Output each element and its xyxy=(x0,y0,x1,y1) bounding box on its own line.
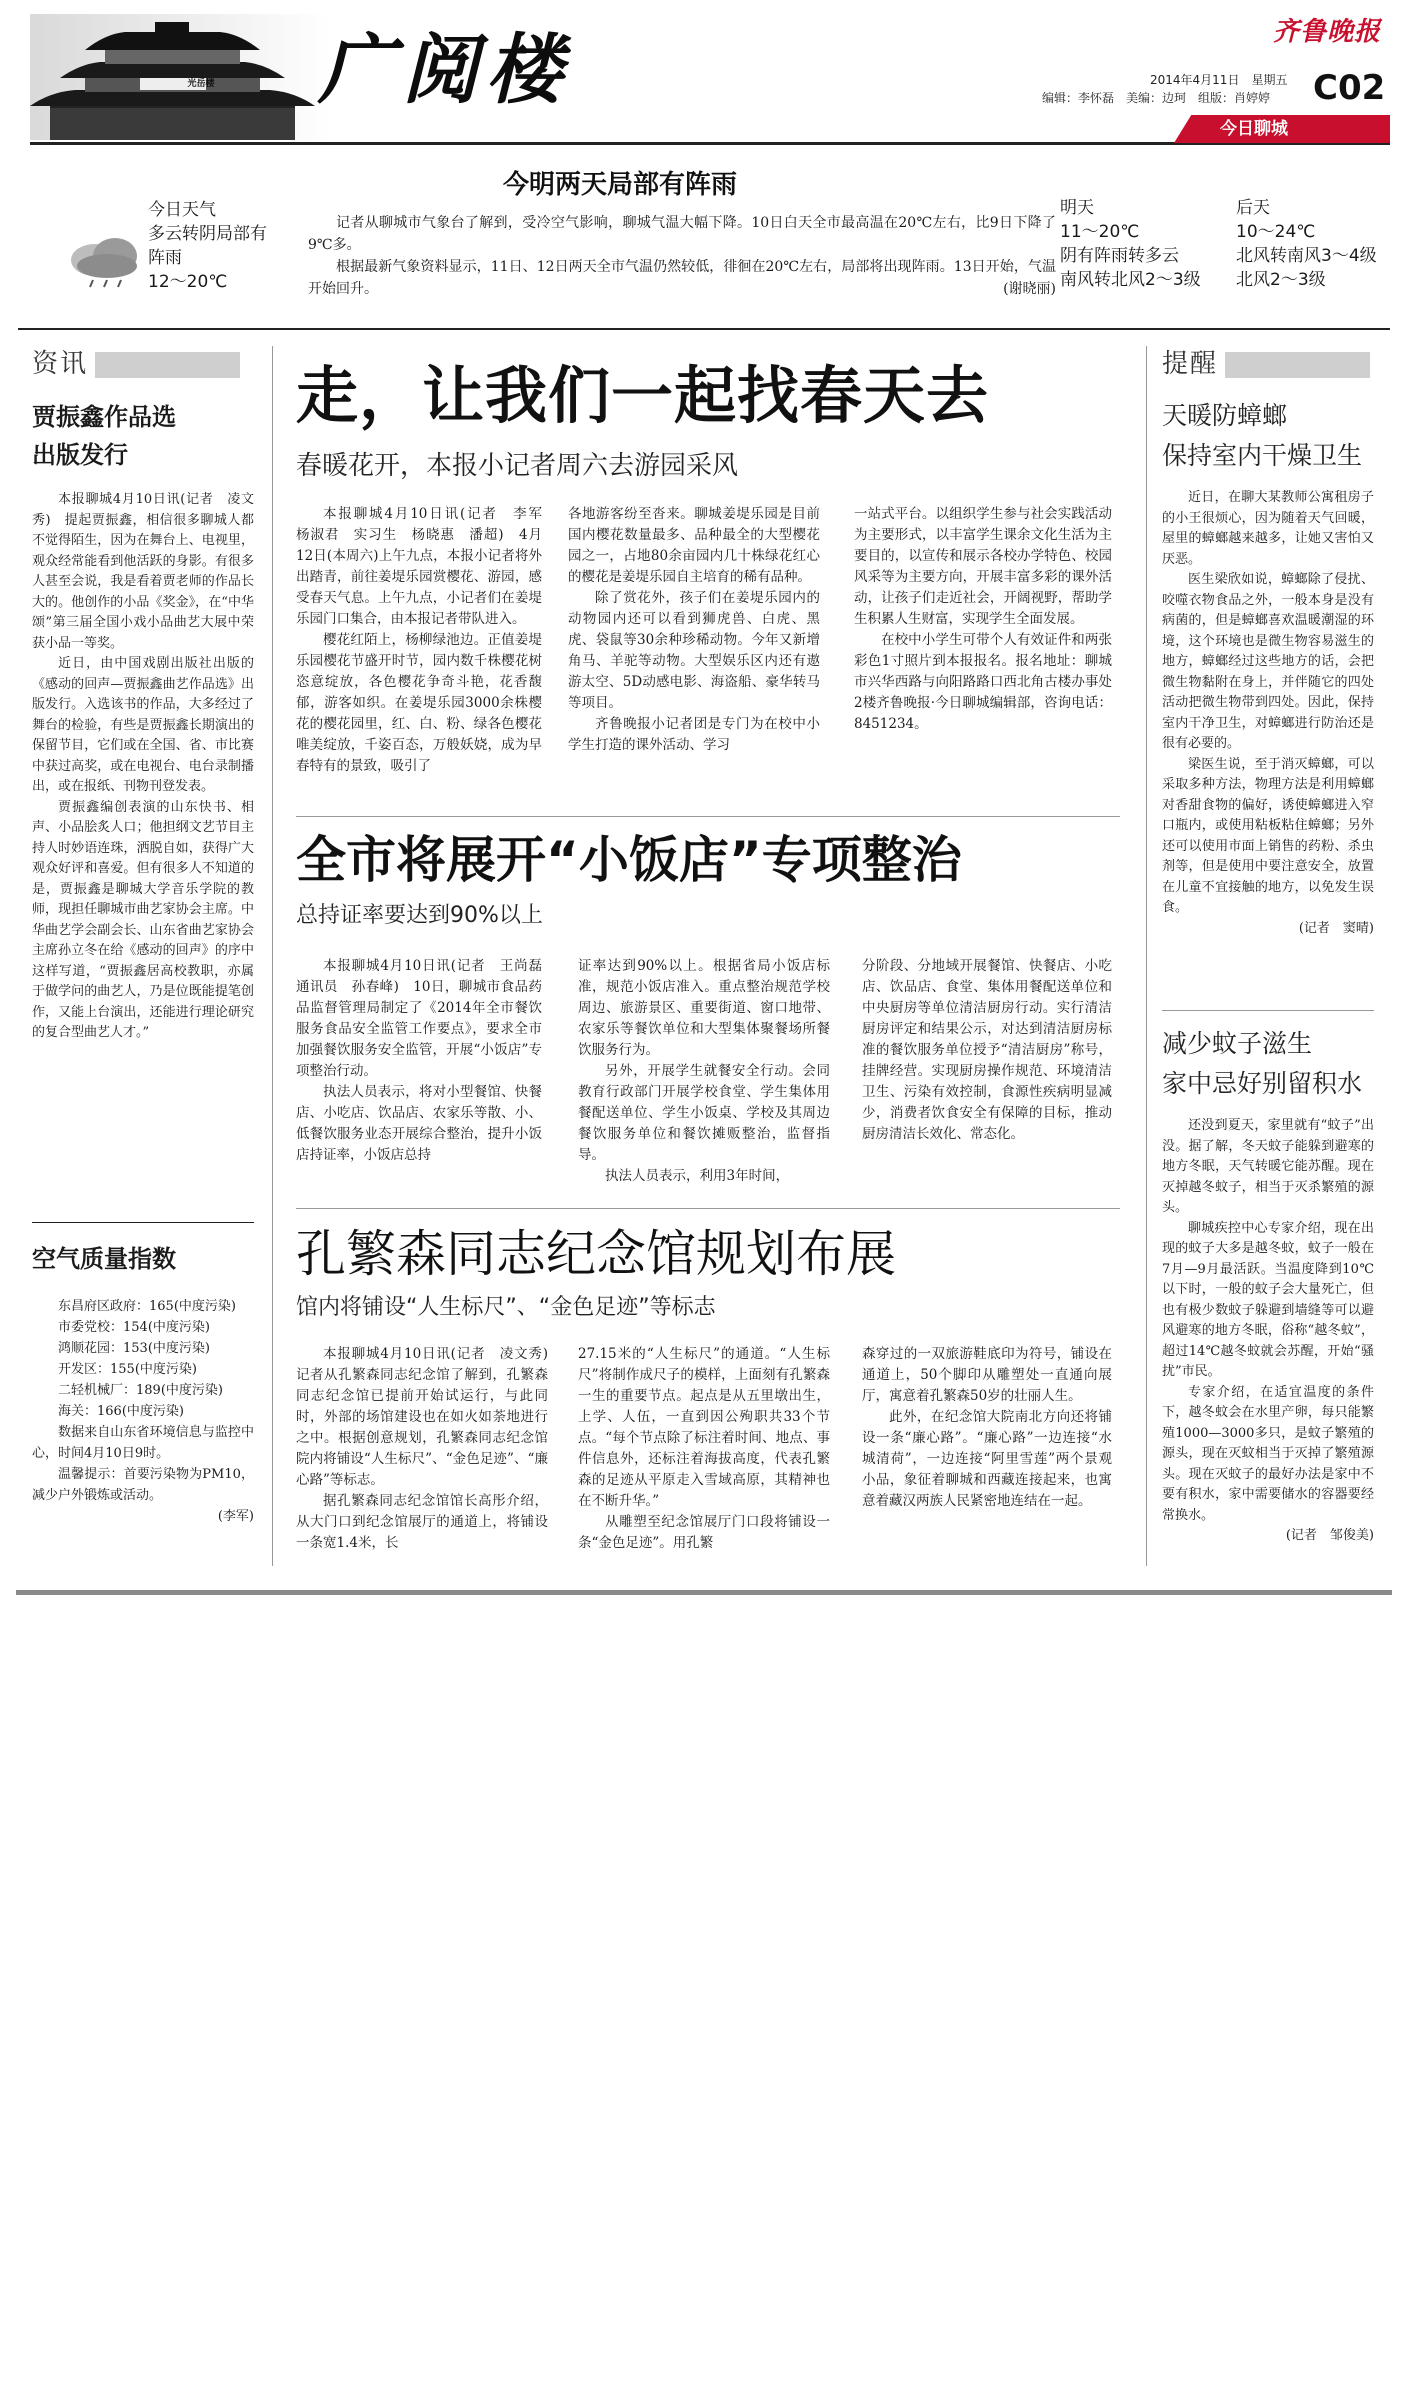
cockroach-para: 医生梁欣如说，蟑螂除了侵扰、咬噬衣物食品之外，一般本身是没有病菌的，但是蟑螂喜欢温暖潮湿的环境，这个环境也是微生物容易滋生的地方，蟑螂经过这些地方的话，会把微生物黏附在身上，并伴随它的四处活动把微生物带到四处。因此，保持室内干净卫生，对蟑螂进行防治还是很有必要的。 xyxy=(1162,572,1374,751)
cockroach-byline: (记者 窦晴) xyxy=(1298,920,1374,936)
air-byline: (李军) xyxy=(217,1509,254,1524)
article2-col1 xyxy=(296,956,556,1166)
air-line-7: 数据来自山东省环境信息与监控中心，时间4月10日9时。 xyxy=(32,1425,254,1461)
article2-subhead: 总持证率要达到90%以上 xyxy=(296,903,543,928)
left-section-label: 资讯 xyxy=(32,346,94,382)
right-section-bar xyxy=(1225,352,1370,378)
air-line-2: 市委党校：154(中度污染) xyxy=(58,1320,210,1335)
air-quality-title: 空气质量指数 xyxy=(32,1245,176,1273)
article1-para: 除了赏花外，孩子们在姜堤乐园内的动物园内还可以看到狮虎兽、白虎、黑虎、袋鼠等30余种珍稀动物。今年又新增角马、羊驼等动物。大型娱乐区内还有遨游太空、5D动感电影、海盗船、豪华转马等项目。 xyxy=(568,590,820,711)
article3-headline: 孔繁森同志纪念馆规划布展 xyxy=(296,1225,896,1283)
book-para-3: 贾振鑫编创表演的山东快书、相声、小品脍炙人口；他担纲文艺节目主持人时妙语连珠，洒脱自如，获得广大观众好评和喜爱。但有很多人不知道的是，贾振鑫是聊城大学音乐学院的教师，现担任聊城市曲艺家协会主席。中华曲艺学会副会长、山东省曲艺家协会主席孙立冬在给《感动的回声》的序中这样写道，“贾振鑫居高校教职，亦属于做学问的曲艺人，乃是位既能提笔创作，又能上台演出，还能进行理论研究的复合型曲艺人才。” xyxy=(32,799,254,1040)
today-label: 今日天气 xyxy=(148,200,216,220)
tomorrow-desc: 阴有阵雨转多云 xyxy=(1060,246,1179,266)
article3-col1 xyxy=(296,1344,562,1554)
book-para-2: 近日，由中国戏剧出版社出版的《感动的回声—贾振鑫曲艺作品选》出版发行。入选该书的作品，大多经过了舞台的检验，有些是贾振鑫长期演出的保留节目，它们或在全国、省、市比赛中获过高奖，或在电视台、电台录制播出，或在报纸、刊物刊登发表。 xyxy=(32,656,254,794)
tower-illustration xyxy=(30,14,330,140)
newspaper-logo: 齐鲁晚报 xyxy=(1273,17,1382,47)
article1-para: 一站式平台。以组织学生参与社会实践活动为主要形式，以丰富学生课余文化生活为主要目的，以宣传和展示各校办学特色、校园风采等为主要方向，开展丰富多彩的课外活动，让孩子们走近社会，开阔视野，帮助学生积累人生财富，实现学生全面发展。 xyxy=(854,506,1112,627)
left-divider xyxy=(32,1222,254,1223)
cockroach-title-2: 保持室内干燥卫生 xyxy=(1162,441,1363,470)
article2-para: 本报聊城4月10日讯(记者 王尚磊 通讯员 孙春峰) 10日，聊城市食品药品监督管理局制定了《2014年全市餐饮服务食品安全监管工作要点》，要求全市加强餐饮服务安全监管，开展“小饭店”专项整治行动。 xyxy=(296,958,556,1079)
right-section-label: 提醒 xyxy=(1162,346,1224,382)
tomorrow-temp: 11～20℃ xyxy=(1060,222,1140,242)
cockroach-para: 近日，在聊大某教师公寓租房子的小王很烦心，因为随着天气回暖，屋里的蟑螂越来越多，让她又害怕又厌恶。 xyxy=(1162,490,1374,567)
air-line-1: 东昌府区政府：165(中度污染) xyxy=(58,1299,236,1314)
section-tag: 今日聊城 xyxy=(1220,119,1288,139)
today-desc: 多云转阴局部有阵雨 xyxy=(148,224,267,268)
dayafter-temp: 10～24℃ xyxy=(1236,222,1316,242)
mosquito-para: 还没到夏天，家里就有“蚊子”出没。据了解，冬天蚊子能躲到避寒的地方冬眠，天气转暖它能苏醒。现在灭掉越冬蚊子，相当于灭杀繁殖的源头。 xyxy=(1162,1118,1374,1215)
book-title-1: 贾振鑫作品选 xyxy=(32,403,176,431)
mosquito-title-1: 减少蚊子滋生 xyxy=(1162,1029,1313,1058)
weather-bottom-rule xyxy=(18,328,1390,330)
article1-col3 xyxy=(854,504,1112,735)
book-para-1: 本报聊城4月10日讯(记者 凌文秀) 提起贾振鑫，相信很多聊城人都不觉得陌生，因为在舞台上、电视里，观众经常能看到他活跃的身影。有很多人甚至会说，我是看着贾老师的作品长大的。他创作的小品《奖金》，在“中华颂”第三届全国小戏小品曲艺大展中荣获小品一等奖。 xyxy=(32,492,254,651)
mosquito-para: 聊城疾控中心专家介绍，现在出现的蚊子大多是越冬蚊，蚊子一般在7月—9月最活跃。当温度降到10℃以下时，一般的蚊子会大量死亡，但也有极少数蚊子躲避到墙缝等可以避风避寒的地方冬眠，俗称“越冬蚊”，超过14℃越冬蚊就会苏醒，开始“骚扰”市民。 xyxy=(1162,1220,1374,1379)
tomorrow-wind: 南风转北风2～3级 xyxy=(1060,270,1201,290)
article3-para: 据孔繁森同志纪念馆馆长高彤介绍，从大门口到纪念馆展厅的通道上，将铺设一条宽1.4米，长 xyxy=(296,1493,548,1551)
article1-divider xyxy=(296,816,1120,817)
dayafter-label: 后天 xyxy=(1236,198,1270,218)
air-line-6: 海关：166(中度污染) xyxy=(58,1404,184,1419)
article2-headline: 全市将展开“小饭店”专项整治 xyxy=(296,831,962,889)
article1-para: 在校中小学生可带个人有效证件和两张彩色1寸照片到本报报名。报名地址：聊城市兴华西路与向阳路路口西北角古楼办事处2楼齐鲁晚报·今日聊城编辑部，咨询电话：8451234。 xyxy=(854,632,1112,732)
article3-para: 此外，在纪念馆大院南北方向还将铺设一条“廉心路”。“廉心路”一边连接“水城清荷”，一边连接“阿里雪莲”两个景观小品，象征着聊城和西藏连接起来，也寓意着藏汉两族人民紧密地连结在一起。 xyxy=(862,1409,1112,1509)
left-section-bar xyxy=(95,352,240,378)
weather-body-1: 记者从聊城市气象台了解到，受冷空气影响，聊城气温大幅下降。10日白天全市最高温在20℃左右，比9日下降了9℃多。 xyxy=(308,215,1056,253)
today-temp: 12～20℃ xyxy=(148,272,228,292)
article3-para: 森穿过的一双旅游鞋底印为符号，铺设在通道上，50个脚印从雕塑处一直通向展厅，寓意着孔繁森50岁的壮丽人生。 xyxy=(862,1346,1112,1404)
article2-para: 分阶段、分地域开展餐馆、快餐店、小吃店、饮品店、食堂、集体用餐配送单位和中央厨房等单位清洁厨房行动。实行清洁厨房评定和结果公示，对达到清洁厨房标准的餐饮服务单位授予“清洁厨房”称号，挂牌经营。实现厨房操作规范、环境清洁卫生、污染有效控制，食源性疾病明显减少，消费者饮食安全有保障的目标，推动厨房清洁长效化、常态化。 xyxy=(862,958,1112,1142)
article3-para: 27.15米的“人生标尺”的通道。“人生标尺”将制作成尺子的模样，上面刻有孔繁森一生的重要节点。起点是从五里墩出生，上学、人伍，一直到因公殉职共33个节点。“每个节点除了标注着时间、地点、事件信息外，还标注着海拔高度，代表孔繁森的足迹从平原走入雪域高原，其精神也在不断升华。” xyxy=(578,1346,830,1509)
cockroach-title-1: 天暖防蟑螂 xyxy=(1162,401,1288,430)
building-plaque: 光岳楼 xyxy=(187,79,215,89)
right-vertical-rule xyxy=(1146,346,1147,1566)
article1-headline: 走，让我们一起找春天去 xyxy=(296,359,990,432)
article3-col2 xyxy=(578,1344,830,1554)
page-bottom-rule xyxy=(16,1590,1392,1595)
dayafter-wind: 北风2～3级 xyxy=(1236,270,1326,290)
article3-para: 本报聊城4月10日讯(记者 凌文秀) 记者从孔繁森同志纪念馆了解到，孔繁森同志纪念馆已提前开始试运行，与此同时，外部的场馆建设也在如火如荼地进行之中。根据创意规划，孔繁森同志纪念馆院内将铺设“人生标尺”、“金色足迹”、“廉心路”等标志。 xyxy=(296,1346,562,1488)
article1-para: 樱花红陌上，杨柳绿池边。正值姜堤乐园樱花节盛开时节，园内数千株樱花树恣意绽放，各色樱花争奇斗艳，花香馥郁，游客如织。在姜堤乐园3000余株樱花的樱花园里，红、白、粉、绿各色樱花唯美绽放，千姿百态，万般妖娆，成为早春特有的景致，吸引了 xyxy=(296,632,542,774)
article1-col2 xyxy=(568,504,820,756)
air-line-3: 鸿顺花园：153(中度污染) xyxy=(58,1341,210,1356)
article2-para: 另外，开展学生就餐安全行动。会同教育行政部门开展学校食堂、学生集体用餐配送单位、学生小饭桌、学校及其周边餐饮服务单位和餐饮摊贩整治，监督指导。 xyxy=(578,1063,830,1163)
air-line-4: 开发区：155(中度污染) xyxy=(58,1362,197,1377)
air-line-8: 温馨提示：首要污染物为PM10，减少户外锻炼或活动。 xyxy=(32,1467,254,1503)
mosquito-para: 专家介绍，在适宜温度的条件下，越冬蚊会在水里产卵，每只能繁殖1000—3000多只，是蚊子繁殖的源头，现在灭蚊相当于灭掉了繁殖源头。现在灭蚊子的最好办法是家中不要有积水，家中需要储水的容器要经常换水。 xyxy=(1162,1384,1374,1523)
column-name: 广阅楼 xyxy=(318,25,570,114)
right-divider xyxy=(1162,1010,1374,1011)
mosquito-body xyxy=(1162,1116,1374,1547)
article3-subhead: 馆内将铺设“人生标尺”、“金色足迹”等标志 xyxy=(296,1295,716,1320)
air-quality-list xyxy=(32,1296,254,1527)
article2-para: 执法人员表示，将对小型餐馆、快餐店、小吃店、饮品店、农家乐等散、小、低餐饮服务业态开展综合整治，提升小饭店持证率，小饭店总持 xyxy=(296,1084,542,1163)
article1-para: 齐鲁晚报小记者团是专门为在校中小学生打造的课外活动、学习 xyxy=(568,716,820,753)
mosquito-byline: (记者 邹俊美) xyxy=(1285,1528,1374,1543)
article1-para: 各地游客纷至沓来。聊城姜堤乐园是目前国内樱花数量最多、品种最全的大型樱花园之一，占地80余亩园内几十株绿花红心的樱花是姜堤乐园自主培育的稀有品种。 xyxy=(568,506,820,585)
article1-para: 本报聊城4月10日讯(记者 李军 杨淑君 实习生 杨晓惠 潘超) 4月12日(本周六)上午九点，本报小记者将外出踏青，前往姜堤乐园赏樱花、游园，感受春天气息。上午九点，小记者们在姜堤乐园门口集合，由本报记者带队进入。 xyxy=(296,506,556,627)
book-title-2: 出版发行 xyxy=(32,441,128,469)
staff-line: 编辑：李怀磊 美编：边珂 组版：肖婷婷 xyxy=(1042,91,1271,105)
dayafter-desc: 北风转南风3～4级 xyxy=(1236,246,1377,266)
article1-col1 xyxy=(296,504,556,777)
weather-headline: 今明两天局部有阵雨 xyxy=(503,170,738,200)
weather-body-2: 根据最新气象资料显示，11日、12日两天全市气温仍然较低，徘徊在20℃左右，局部将出现阵雨。13日开始，气温开始回升。 xyxy=(308,259,1056,297)
book-article-body xyxy=(32,490,254,1044)
article1-subhead: 春暖花开，本报小记者周六去游园采风 xyxy=(296,451,739,481)
article2-para: 证率达到90%以上。根据省局小饭店标准，规范小饭店准入。重点整治规范学校周边、旅游景区、重要街道、窗口地带、农家乐等餐饮单位和大型集体聚餐场所餐饮服务行为。 xyxy=(578,958,830,1058)
masthead xyxy=(30,14,1390,149)
article2-para: 执法人员表示，利用3年时间， xyxy=(605,1168,790,1184)
cloudy-rain-icon xyxy=(63,230,149,290)
cockroach-body xyxy=(1162,488,1374,939)
date-line: 2014年4月11日 星期五 xyxy=(1150,73,1288,87)
article3-para: 从雕塑至纪念馆展厅门口段将铺设一条“金色足迹”。用孔繁 xyxy=(578,1514,830,1551)
article3-col3 xyxy=(862,1344,1112,1512)
article2-col3 xyxy=(862,956,1112,1145)
article2-divider xyxy=(296,1208,1120,1209)
weather-box xyxy=(18,160,1390,320)
page-number: C02 xyxy=(1313,68,1386,108)
air-line-5: 二轻机械厂：189(中度污染) xyxy=(58,1383,223,1398)
tomorrow-label: 明天 xyxy=(1060,198,1094,218)
mosquito-title-2: 家中忌好别留积水 xyxy=(1162,1069,1363,1098)
article2-col2 xyxy=(578,956,830,1187)
cockroach-para: 梁医生说，至于消灭蟑螂，可以采取多种方法，物理方法是利用蟑螂对香甜食物的偏好，诱使蟑螂进入窄口瓶内，或使用粘板粘住蟑螂；另外还可以使用市面上销售的药粉、杀虫剂等，但是使用中要注意安全，放置在儿童不宜接触的地方，以免发生误食。 xyxy=(1162,756,1374,915)
weather-byline: (谢晓丽) xyxy=(1003,281,1056,297)
left-vertical-rule xyxy=(272,346,273,1566)
